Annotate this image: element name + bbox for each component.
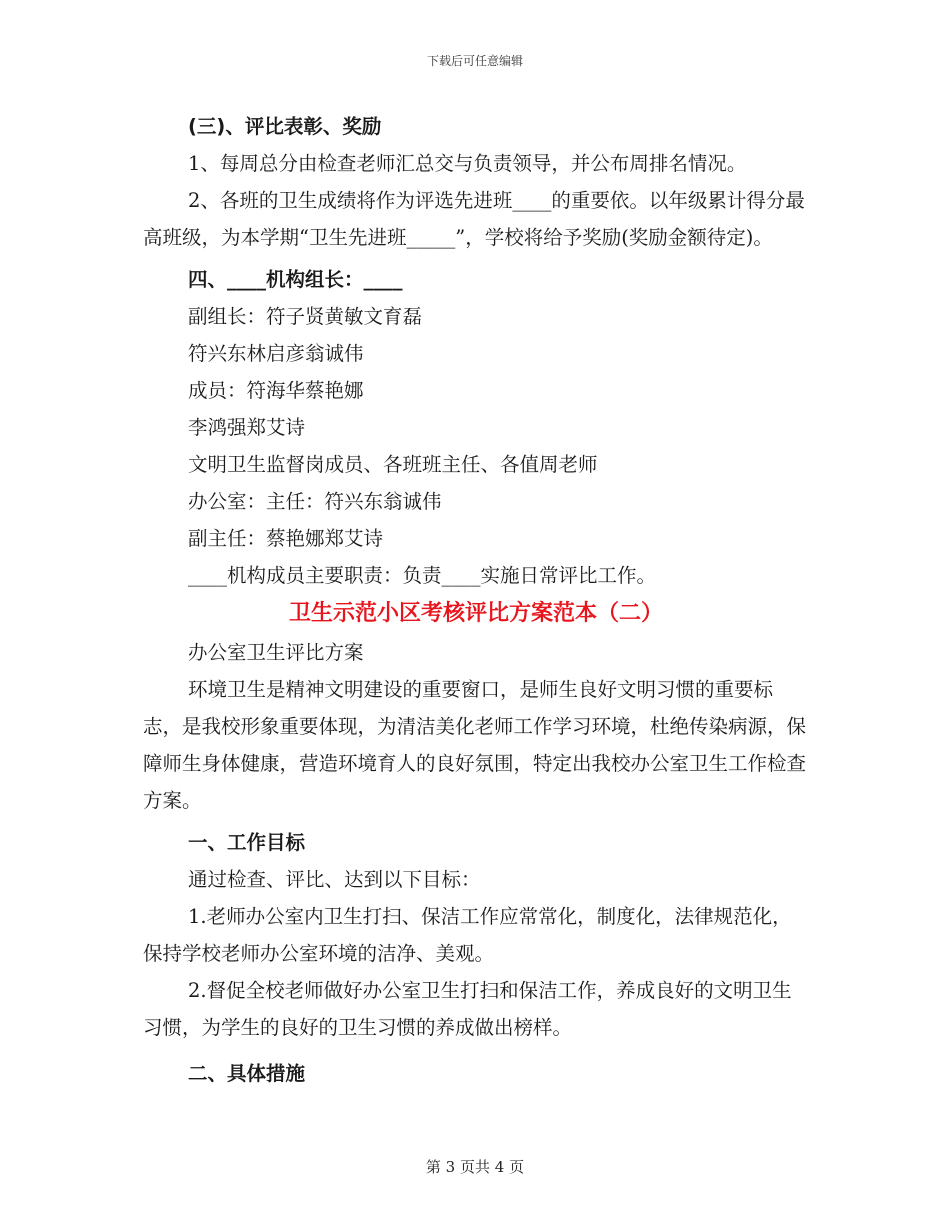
org-line: 符兴东林启彦翁诚伟 [188,342,364,365]
org-line: 成员：符海华蔡艳娜 [188,379,364,402]
document-title: 卫生示范小区考核评比方案范本（二） [288,601,663,626]
goal-item-2: 2.督促全校老师做好办公室卫生打扫和保洁工作，养成良好的文明卫生习惯，为学生的良好的卫生习惯的养成做出榜样。 [143,979,792,1039]
goal-lead: 通过检查、评比、达到以下目标： [188,868,481,891]
plan-intro: 环境卫生是精神文明建设的重要窗口，是师生良好文明习惯的重要标志，是我校形象重要体现，为清洁美化老师工作学习环境，杜绝传染病源，保障师生身体健康，营造环境育人的良好氛围，特定出我校办公室卫生工作检查方案。 [143,678,807,812]
org-line: 文明卫生监督岗成员、各班班主任、各值周老师 [188,453,598,476]
org-line: ____机构成员主要职责：负责____实施日常评比工作。 [188,564,657,587]
page-footer: 第 3 页共 4 页 [425,1158,525,1176]
award-item-2: 2、各班的卫生成绩将作为评选先进班____的重要依。以年级累计得分最高班级，为本学期“卫生先进班_____”，学校将给予奖励(奖励金额待定)。 [143,189,805,249]
org-line: 李鸿强郑艾诗 [188,416,306,439]
org-line: 副主任：蔡艳娜郑艾诗 [188,527,384,550]
section-heading-awards: (三)、评比表彰、奖励 [188,115,382,138]
plan-subtitle: 办公室卫生评比方案 [188,641,364,664]
org-line: 副组长：符子贤黄敏文育磊 [188,305,423,328]
page-header: 下载后可任意编辑 [426,54,523,68]
award-item-1: 1、每周总分由检查老师汇总交与负责领导，并公布周排名情况。 [188,152,747,175]
goal-item-1: 1.老师办公室内卫生打扫、保洁工作应常常化，制度化，法律规范化，保持学校老师办公室环境的洁净、美观。 [143,905,792,965]
section-heading-organization: 四、____机构组长：____ [188,268,403,291]
section-heading-measures: 二、具体措施 [188,1062,306,1085]
section-heading-goals: 一、工作目标 [188,831,306,854]
org-line: 办公室：主任：符兴东翁诚伟 [188,490,442,513]
document-body [143,108,809,1092]
